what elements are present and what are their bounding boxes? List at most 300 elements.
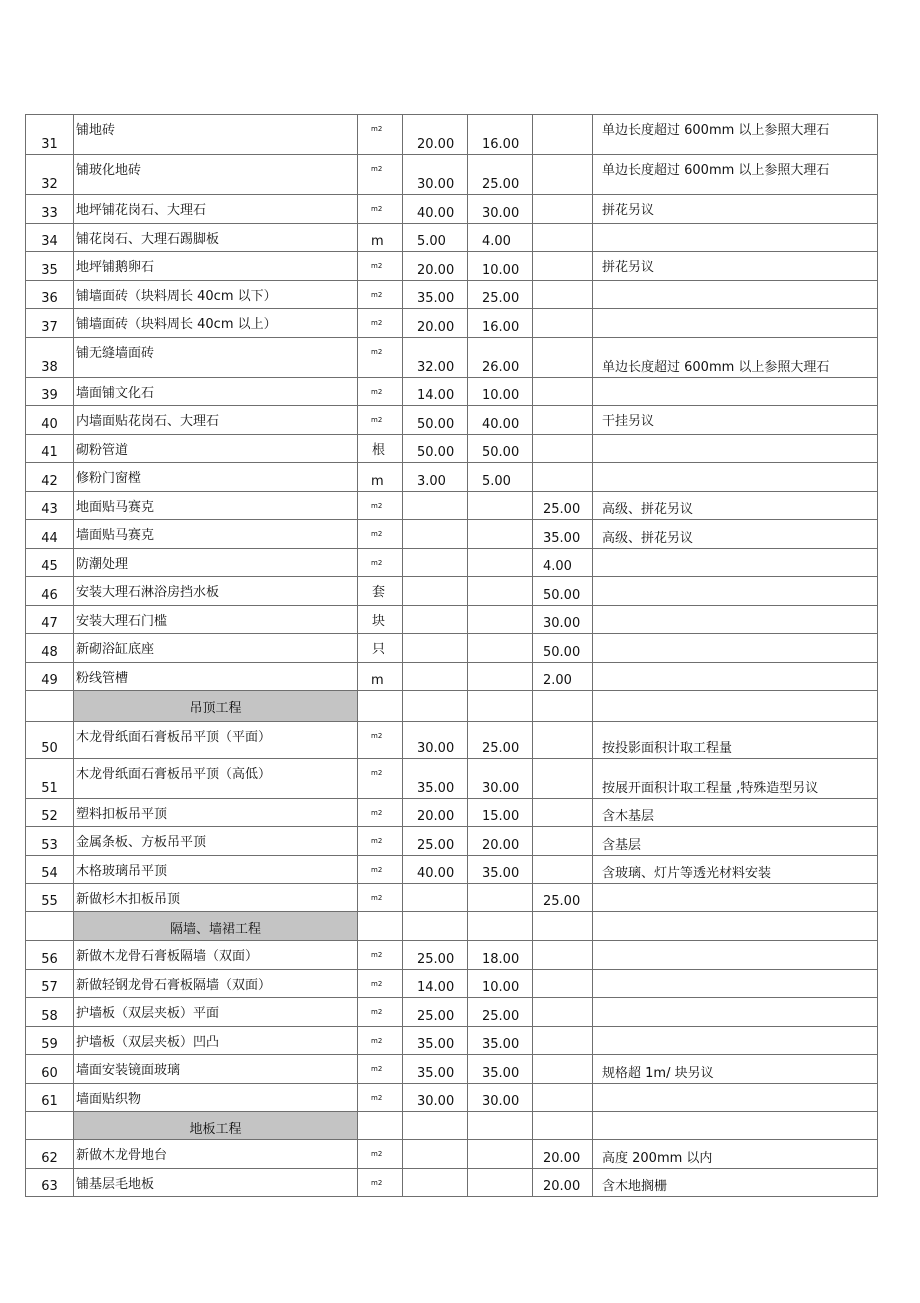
table-row xyxy=(26,281,878,309)
item-no-cell xyxy=(26,252,74,281)
item-name: 新做木龙骨石膏板隔墙（双面） xyxy=(76,949,259,964)
section-row xyxy=(26,691,878,722)
price-1-cell xyxy=(403,722,468,759)
item-name-cell xyxy=(74,1140,358,1169)
price-3-cell xyxy=(533,1169,593,1197)
item-name-cell xyxy=(74,309,358,338)
item-unit: m2 xyxy=(371,769,383,777)
item-unit: m2 xyxy=(371,319,383,327)
price-2: 35.00 xyxy=(482,1066,520,1081)
table-row xyxy=(26,378,878,406)
section-no-cell xyxy=(26,1112,74,1140)
price-1: 30.00 xyxy=(417,1094,455,1109)
remark: 单边长度超过 600mm 以上参照大理石 xyxy=(602,123,830,138)
remark-cell xyxy=(593,252,878,281)
item-unit: m2 xyxy=(371,205,383,213)
price-1: 40.00 xyxy=(417,206,455,221)
table-row xyxy=(26,463,878,492)
table-row xyxy=(26,1140,878,1169)
item-unit: m xyxy=(371,474,384,489)
price-2: 16.00 xyxy=(482,137,520,152)
empty-cell xyxy=(593,691,878,722)
price-2-cell xyxy=(468,1027,533,1055)
price-3: 20.00 xyxy=(543,1151,581,1166)
empty-cell xyxy=(403,912,468,941)
price-3-cell xyxy=(533,663,593,691)
item-no-cell xyxy=(26,634,74,663)
item-number: 46 xyxy=(41,588,58,603)
item-unit: m2 xyxy=(371,1150,383,1158)
price-2-cell xyxy=(468,799,533,827)
item-name-cell xyxy=(74,195,358,224)
price-3-cell xyxy=(533,827,593,856)
price-3-cell xyxy=(533,195,593,224)
item-name: 地面贴马赛克 xyxy=(76,500,155,515)
price-2-cell xyxy=(468,1169,533,1197)
item-name: 砌粉管道 xyxy=(76,443,129,458)
price-1-cell xyxy=(403,1169,468,1197)
item-name: 铺地砖 xyxy=(76,123,116,138)
price-3-cell xyxy=(533,799,593,827)
unit-cell xyxy=(358,281,403,309)
item-name: 铺花岗石、大理石踢脚板 xyxy=(76,232,220,247)
item-name: 新做杉木扣板吊顶 xyxy=(76,892,181,907)
unit-cell xyxy=(358,155,403,195)
empty-cell xyxy=(593,1112,878,1140)
table-row xyxy=(26,799,878,827)
price-1: 50.00 xyxy=(417,417,455,432)
price-2-cell xyxy=(468,998,533,1027)
price-2-cell xyxy=(468,435,533,463)
unit-cell xyxy=(358,663,403,691)
remark-cell xyxy=(593,634,878,663)
price-3-cell xyxy=(533,549,593,577)
price-2-cell xyxy=(468,338,533,378)
price-3-cell xyxy=(533,1055,593,1084)
item-name-cell xyxy=(74,338,358,378)
remark-cell xyxy=(593,281,878,309)
item-name-cell xyxy=(74,224,358,252)
price-2: 18.00 xyxy=(482,952,520,967)
price-2: 25.00 xyxy=(482,291,520,306)
item-no-cell xyxy=(26,1169,74,1197)
price-1: 35.00 xyxy=(417,291,455,306)
price-3-cell xyxy=(533,378,593,406)
price-2-cell xyxy=(468,1084,533,1112)
item-number: 39 xyxy=(41,388,58,403)
item-number: 61 xyxy=(41,1094,58,1109)
remark-cell xyxy=(593,856,878,884)
price-2-cell xyxy=(468,663,533,691)
price-3-cell xyxy=(533,115,593,155)
item-no-cell xyxy=(26,115,74,155)
price-1-cell xyxy=(403,799,468,827)
price-3: 20.00 xyxy=(543,1179,581,1194)
empty-cell xyxy=(358,691,403,722)
item-number: 53 xyxy=(41,838,58,853)
table-row xyxy=(26,492,878,520)
item-name: 新砌浴缸底座 xyxy=(76,642,155,657)
price-1-cell xyxy=(403,406,468,435)
price-3: 4.00 xyxy=(543,559,572,574)
item-no-cell xyxy=(26,492,74,520)
item-name: 墙面贴织物 xyxy=(76,1092,142,1107)
price-2: 10.00 xyxy=(482,388,520,403)
item-unit: m2 xyxy=(371,502,383,510)
item-name: 铺墙面砖（块料周长 40cm 以上） xyxy=(76,317,277,332)
item-number: 43 xyxy=(41,502,58,517)
item-unit: m2 xyxy=(371,894,383,902)
table-row xyxy=(26,520,878,549)
price-2: 25.00 xyxy=(482,741,520,756)
item-number: 50 xyxy=(41,741,58,756)
price-1-cell xyxy=(403,884,468,912)
price-1: 20.00 xyxy=(417,320,455,335)
price-1: 35.00 xyxy=(417,1066,455,1081)
item-number: 37 xyxy=(41,320,58,335)
price-1: 50.00 xyxy=(417,445,455,460)
price-2: 40.00 xyxy=(482,417,520,432)
item-number: 57 xyxy=(41,980,58,995)
item-number: 31 xyxy=(41,137,58,152)
section-title: 隔墙、墙裙工程 xyxy=(169,922,261,937)
item-unit: m2 xyxy=(371,1037,383,1045)
item-unit: 根 xyxy=(372,443,386,458)
item-unit: 块 xyxy=(372,614,386,629)
price-2-cell xyxy=(468,378,533,406)
price-3-cell xyxy=(533,634,593,663)
remark: 拼花另议 xyxy=(602,203,655,218)
unit-cell xyxy=(358,827,403,856)
price-3-cell xyxy=(533,281,593,309)
remark-cell xyxy=(593,338,878,378)
price-2: 50.00 xyxy=(482,445,520,460)
item-unit: m2 xyxy=(371,1065,383,1073)
price-1-cell xyxy=(403,252,468,281)
price-3-cell xyxy=(533,338,593,378)
unit-cell xyxy=(358,378,403,406)
item-name: 木格玻璃吊平顶 xyxy=(76,864,168,879)
price-2: 25.00 xyxy=(482,1009,520,1024)
item-unit: m2 xyxy=(371,416,383,424)
price-2: 30.00 xyxy=(482,1094,520,1109)
table-row xyxy=(26,1084,878,1112)
table-row xyxy=(26,195,878,224)
item-name-cell xyxy=(74,941,358,970)
empty-cell xyxy=(468,691,533,722)
section-no-cell xyxy=(26,691,74,722)
price-3-cell xyxy=(533,998,593,1027)
empty-cell xyxy=(358,912,403,941)
price-1-cell xyxy=(403,224,468,252)
item-number: 48 xyxy=(41,645,58,660)
price-2-cell xyxy=(468,549,533,577)
item-no-cell xyxy=(26,856,74,884)
remark-cell xyxy=(593,435,878,463)
item-no-cell xyxy=(26,884,74,912)
item-number: 42 xyxy=(41,474,58,489)
item-name: 防潮处理 xyxy=(76,557,129,572)
price-1-cell xyxy=(403,998,468,1027)
item-number: 62 xyxy=(41,1151,58,1166)
unit-cell xyxy=(358,252,403,281)
item-name-cell xyxy=(74,492,358,520)
price-2: 25.00 xyxy=(482,177,520,192)
item-unit: m2 xyxy=(371,809,383,817)
price-2: 30.00 xyxy=(482,781,520,796)
price-3-cell xyxy=(533,492,593,520)
price-1-cell xyxy=(403,827,468,856)
remark-cell xyxy=(593,663,878,691)
item-name-cell xyxy=(74,884,358,912)
price-2-cell xyxy=(468,406,533,435)
remark-cell xyxy=(593,577,878,606)
item-name-cell xyxy=(74,1084,358,1112)
table-row xyxy=(26,759,878,799)
item-no-cell xyxy=(26,1055,74,1084)
item-unit: m2 xyxy=(371,348,383,356)
item-number: 59 xyxy=(41,1037,58,1052)
item-name-cell xyxy=(74,463,358,492)
price-2-cell xyxy=(468,722,533,759)
price-2-cell xyxy=(468,115,533,155)
price-1-cell xyxy=(403,492,468,520)
price-3-cell xyxy=(533,252,593,281)
price-1-cell xyxy=(403,309,468,338)
table-row xyxy=(26,155,878,195)
unit-cell xyxy=(358,722,403,759)
unit-cell xyxy=(358,338,403,378)
item-no-cell xyxy=(26,155,74,195)
item-number: 44 xyxy=(41,531,58,546)
table-row xyxy=(26,663,878,691)
item-unit: m2 xyxy=(371,980,383,988)
item-name: 墙面铺文化石 xyxy=(76,386,155,401)
price-1: 14.00 xyxy=(417,388,455,403)
item-name: 铺无缝墙面砖 xyxy=(76,346,155,361)
price-2: 30.00 xyxy=(482,206,520,221)
price-1-cell xyxy=(403,520,468,549)
remark-cell xyxy=(593,155,878,195)
empty-cell xyxy=(593,912,878,941)
item-name-cell xyxy=(74,435,358,463)
remark-cell xyxy=(593,115,878,155)
section-title: 地板工程 xyxy=(189,1122,242,1137)
remark-cell xyxy=(593,722,878,759)
remark: 按投影面积计取工程量 xyxy=(602,741,733,756)
price-3-cell xyxy=(533,884,593,912)
item-name: 铺基层毛地板 xyxy=(76,1177,155,1192)
table-row xyxy=(26,884,878,912)
empty-cell xyxy=(403,691,468,722)
price-1-cell xyxy=(403,1027,468,1055)
item-no-cell xyxy=(26,722,74,759)
remark-cell xyxy=(593,492,878,520)
price-1: 20.00 xyxy=(417,263,455,278)
price-2-cell xyxy=(468,252,533,281)
price-1: 35.00 xyxy=(417,1037,455,1052)
empty-cell xyxy=(533,691,593,722)
price-1-cell xyxy=(403,941,468,970)
item-name: 新做轻钢龙骨石膏板隔墙（双面） xyxy=(76,978,272,993)
item-number: 54 xyxy=(41,866,58,881)
table-row xyxy=(26,722,878,759)
unit-cell xyxy=(358,309,403,338)
price-2-cell xyxy=(468,195,533,224)
item-number: 32 xyxy=(41,177,58,192)
price-1-cell xyxy=(403,759,468,799)
remark-cell xyxy=(593,309,878,338)
unit-cell xyxy=(358,1055,403,1084)
remark-cell xyxy=(593,941,878,970)
price-2-cell xyxy=(468,827,533,856)
item-unit: m2 xyxy=(371,1094,383,1102)
price-2: 20.00 xyxy=(482,838,520,853)
table-row xyxy=(26,1027,878,1055)
table-row xyxy=(26,1055,878,1084)
item-no-cell xyxy=(26,663,74,691)
price-1-cell xyxy=(403,606,468,634)
table-row xyxy=(26,115,878,155)
item-name: 墙面贴马赛克 xyxy=(76,528,155,543)
item-number: 60 xyxy=(41,1066,58,1081)
item-no-cell xyxy=(26,970,74,998)
item-no-cell xyxy=(26,463,74,492)
item-no-cell xyxy=(26,759,74,799)
remark-cell xyxy=(593,378,878,406)
table-row xyxy=(26,970,878,998)
price-1: 40.00 xyxy=(417,866,455,881)
unit-cell xyxy=(358,1140,403,1169)
price-1: 20.00 xyxy=(417,137,455,152)
item-unit: m2 xyxy=(371,837,383,845)
item-no-cell xyxy=(26,224,74,252)
unit-cell xyxy=(358,1084,403,1112)
item-name: 金属条板、方板吊平顶 xyxy=(76,835,207,850)
item-unit: m2 xyxy=(371,559,383,567)
remark-cell xyxy=(593,1140,878,1169)
unit-cell xyxy=(358,998,403,1027)
item-number: 38 xyxy=(41,360,58,375)
item-name-cell xyxy=(74,520,358,549)
table-row xyxy=(26,252,878,281)
price-1-cell xyxy=(403,1140,468,1169)
item-name: 修粉门窗樘 xyxy=(76,471,142,486)
remark-cell xyxy=(593,195,878,224)
remark-cell xyxy=(593,406,878,435)
item-number: 36 xyxy=(41,291,58,306)
price-3-cell xyxy=(533,1027,593,1055)
unit-cell xyxy=(358,463,403,492)
price-2-cell xyxy=(468,309,533,338)
item-number: 41 xyxy=(41,445,58,460)
price-2: 26.00 xyxy=(482,360,520,375)
item-no-cell xyxy=(26,1140,74,1169)
price-2-cell xyxy=(468,1055,533,1084)
price-3-cell xyxy=(533,435,593,463)
table-row xyxy=(26,435,878,463)
table-row xyxy=(26,338,878,378)
unit-cell xyxy=(358,856,403,884)
remark-cell xyxy=(593,998,878,1027)
price-3-cell xyxy=(533,606,593,634)
section-title-cell xyxy=(74,1112,358,1140)
price-1-cell xyxy=(403,970,468,998)
item-no-cell xyxy=(26,378,74,406)
price-3: 25.00 xyxy=(543,502,581,517)
table-row xyxy=(26,577,878,606)
item-number: 52 xyxy=(41,809,58,824)
item-name: 内墙面贴花岗石、大理石 xyxy=(76,414,220,429)
item-name-cell xyxy=(74,663,358,691)
item-name-cell xyxy=(74,634,358,663)
price-1-cell xyxy=(403,634,468,663)
item-name: 地坪铺鹅卵石 xyxy=(76,260,155,275)
price-2: 5.00 xyxy=(482,474,511,489)
item-number: 45 xyxy=(41,559,58,574)
item-no-cell xyxy=(26,338,74,378)
price-1-cell xyxy=(403,549,468,577)
price-2-cell xyxy=(468,856,533,884)
empty-cell xyxy=(468,912,533,941)
unit-cell xyxy=(358,1027,403,1055)
price-2-cell xyxy=(468,759,533,799)
price-1: 5.00 xyxy=(417,234,446,249)
item-no-cell xyxy=(26,195,74,224)
remark: 干挂另议 xyxy=(602,414,655,429)
unit-cell xyxy=(358,224,403,252)
price-3-cell xyxy=(533,970,593,998)
section-title-cell xyxy=(74,691,358,722)
unit-cell xyxy=(358,520,403,549)
price-3: 50.00 xyxy=(543,588,581,603)
item-number: 47 xyxy=(41,616,58,631)
table-row xyxy=(26,941,878,970)
price-1-cell xyxy=(403,463,468,492)
item-no-cell xyxy=(26,406,74,435)
section-row xyxy=(26,1112,878,1140)
section-title-cell xyxy=(74,912,358,941)
item-name-cell xyxy=(74,799,358,827)
price-2-cell xyxy=(468,941,533,970)
price-3-cell xyxy=(533,759,593,799)
price-1-cell xyxy=(403,577,468,606)
section-no-cell xyxy=(26,912,74,941)
price-1-cell xyxy=(403,435,468,463)
price-1: 32.00 xyxy=(417,360,455,375)
table-row xyxy=(26,549,878,577)
remark: 高级、拼花另议 xyxy=(602,531,694,546)
item-number: 58 xyxy=(41,1009,58,1024)
section-row xyxy=(26,912,878,941)
section-title: 吊顶工程 xyxy=(189,701,242,716)
price-3: 2.00 xyxy=(543,673,572,688)
remark-cell xyxy=(593,1027,878,1055)
price-3-cell xyxy=(533,406,593,435)
price-3-cell xyxy=(533,309,593,338)
unit-cell xyxy=(358,492,403,520)
quotation-table-body xyxy=(26,115,878,1197)
price-1: 30.00 xyxy=(417,741,455,756)
remark-cell xyxy=(593,1055,878,1084)
item-no-cell xyxy=(26,998,74,1027)
item-name: 粉线管槽 xyxy=(76,671,129,686)
item-name-cell xyxy=(74,577,358,606)
price-1-cell xyxy=(403,155,468,195)
item-number: 56 xyxy=(41,952,58,967)
remark-cell xyxy=(593,1169,878,1197)
empty-cell xyxy=(533,912,593,941)
